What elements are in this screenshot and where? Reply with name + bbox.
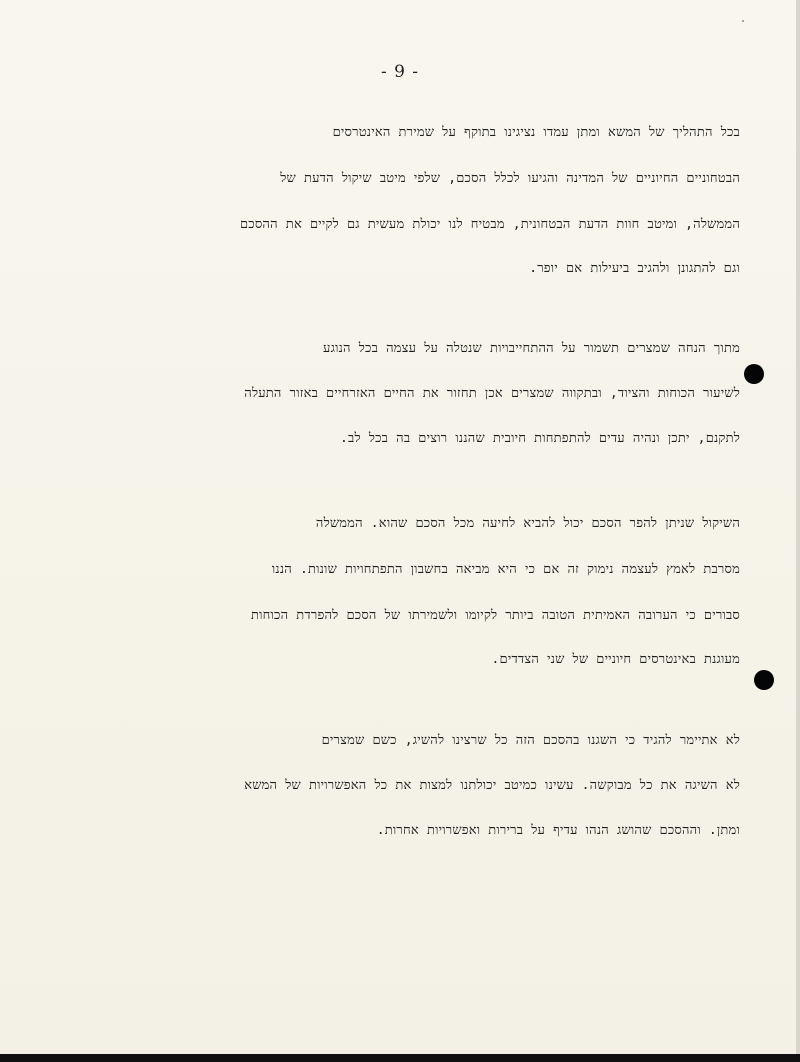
text-line: הממשלה, ומיטב חוות הדעת הבטחונית, מבטיח לנו יכולת מעשית גם לקיים את ההסכם — [239, 217, 740, 232]
paragraph-4 — [60, 732, 740, 842]
text-line: מעוגנת באינטרסים חיוניים של שני הצדדים. — [491, 652, 740, 667]
text-line: הבטחוניים החיוניים של המדינה והגיעו לכלל הסכם, שלפי מיטב שיקול הדעת של — [280, 171, 740, 186]
scan-edge-right — [796, 0, 800, 1062]
text-line: לא השיגה את כל מבוקשה. עשינו כמיטב יכולתנו למצות את כל האפשרויות של המשא — [244, 778, 740, 793]
text-line: לתקנם, יתכן ונהיה עדים להתפתחות חיובית שהננו רוצים בה בכל לב. — [340, 431, 740, 446]
page-number: - 9 - — [380, 62, 420, 82]
paragraph-2 — [60, 340, 740, 450]
text-line: מתוך הנחה שמצרים תשמור על ההתחייבויות שנטלה על עצמה בכל הנוגע — [323, 341, 740, 356]
text-line: סבורים כי הערובה האמיתית הטובה ביותר לקיומו ולשמירתו של הסכם להפרדת הכוחות — [250, 608, 740, 623]
text-line: וגם להתגונן ולהגיב ביעילות אם יופר. — [529, 261, 740, 276]
text-line: השיקול שניתן להפר הסכם יכול להביא לחיעה מכל הסכם שהוא. הממשלה — [315, 516, 740, 531]
text-line: לשיעור הכוחות והציוד, ובתקווה שמצרים אכן תחזור את החיים האזרחיים באזור התעלה — [244, 386, 740, 401]
text-line: ומתן. וההסכם שהושג הנהו עדיף על ברירות ואפשרויות אחרות. — [376, 823, 740, 838]
scan-edge-bottom — [0, 1054, 800, 1062]
paragraph-1 — [60, 124, 740, 284]
text-line: בכל התהליך של המשא ומתן עמדו נציגינו בתוקף על שמירת האינטרסים — [332, 125, 740, 140]
punch-hole-top — [744, 364, 764, 384]
punch-hole-bottom — [754, 670, 774, 690]
scan-speck — [742, 20, 744, 22]
text-line: מסרבת לאמץ לעצמה נימוק זה אם כי היא מביאה בחשבון התפתחויות שונות. הננו — [271, 562, 740, 577]
paragraph-3 — [60, 515, 740, 665]
text-line: לא אתיימר להגיד כי השגנו בהסכם הזה כל שרצינו להשיג, כשם שמצרים — [321, 733, 740, 748]
